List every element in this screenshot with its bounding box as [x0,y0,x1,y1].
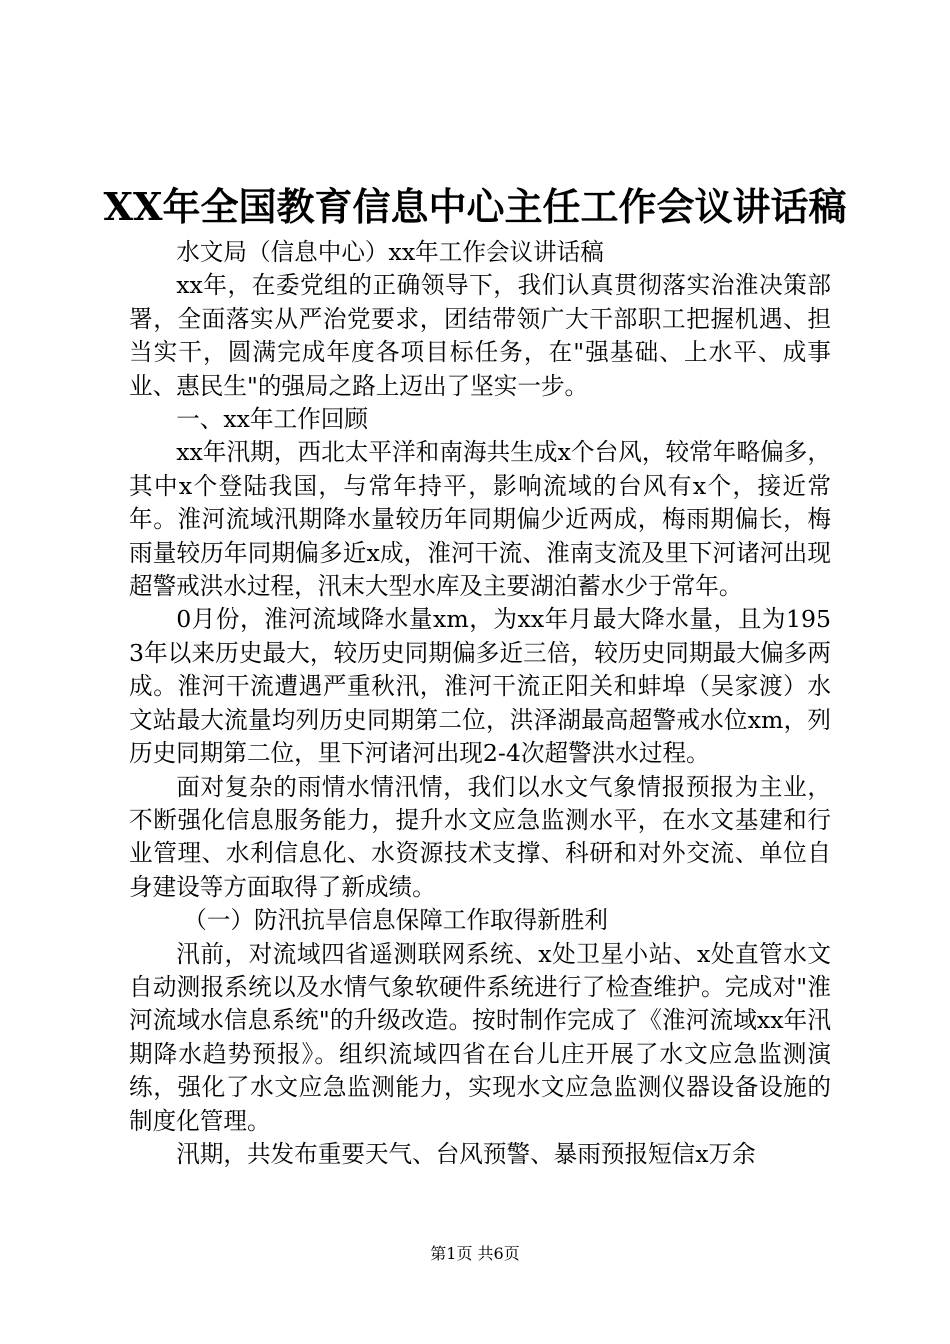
paragraph-subtitle: 水文局（信息中心）xx年工作会议讲话稿 [176,238,604,266]
paragraph-flood-period: 汛期，共发布重要天气、台风预警、暴雨预报短信x万余 [176,1139,756,1168]
document-title: XX年全国教育信息中心主任工作会议讲话稿 [103,184,847,229]
subsection-heading: （一）防汛抗旱信息保障工作取得新胜利 [183,906,608,935]
paragraph-intro: xx年，在委党组的正确领导下，我们认真贯彻落实治淮决策部署，全面落实从严治党要求，团结带领广大干部职工把握机遇、担当实干，圆满完成年度各项目标任务，在"强基础、上水平、成事业、惠民生"的强局之路上迈出了坚实一步。 [129,271,831,400]
paragraph-october-rainfall: 0月份，淮河流域降水量xm，为xx年月最大降水量，且为1953年以来历史最大，较历史同期偏多近三倍，较历史同期最大偏多两成。淮河干流遭遇严重秋汛，淮河干流正阳关和蚌埠（吴家渡）水文站最大流量均列历史同期第二位，洪泽湖最高超警戒水位xm，列历史同期第二位，里下河诸河出现2-4次超警洪水过程。 [129,605,831,768]
paragraph-achievements: 面对复杂的雨情水情汛情，我们以水文气象情报预报为主业，不断强化信息服务能力，提升水文应急监测水平，在水文基建和行业管理、水利信息化、水资源技术支撑、科研和对外交流、单位自身建设等方面取得了新成绩。 [129,772,831,901]
paragraph-typhoon: xx年汛期，西北太平洋和南海共生成x个台风，较常年略偏多，其中x个登陆我国，与常年持平，影响流域的台风有x个，接近常年。淮河流域汛期降水量较历年同期偏少近两成，梅雨期偏长，梅雨量较历年同期偏多近x成，淮河干流、淮南支流及里下河诸河出现超警戒洪水过程，汛末大型水库及主要湖泊蓄水少于常年。 [129,438,831,601]
page-indicator: 第1页 共6页 [430,1244,520,1263]
document-body [129,236,831,1171]
section-heading: 一、xx年工作回顾 [176,405,368,434]
paragraph-pre-flood: 汛前，对流域四省遥测联网系统、x处卫星小站、x处直管水文自动测报系统以及水情气象软硬件系统进行了检查维护。完成对"淮河流域水信息系统"的升级改造。按时制作完成了《淮河流域xx年汛期降水趋势预报》。组织流域四省在台儿庄开展了水文应急监测演练，强化了水文应急监测能力，实现水文应急监测仪器设备设施的制度化管理。 [129,939,831,1135]
